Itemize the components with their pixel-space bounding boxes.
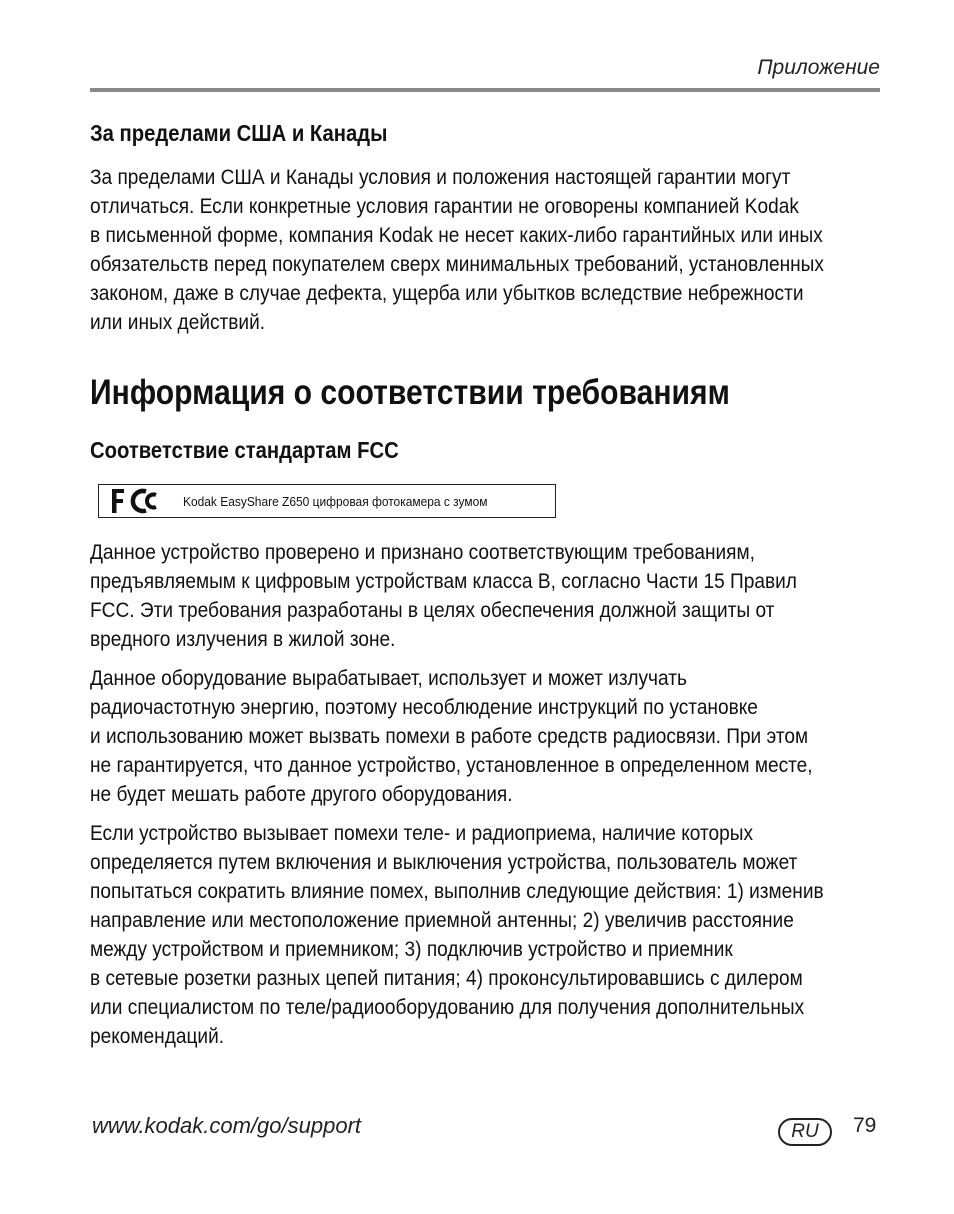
paragraph-fcc-interference-steps: Если устройство вызывает помехи теле- и радиоприема, наличие которых определяется путем включения и выключения устройства, пользователь может попытаться сократить влияние помех, выполнив следующие действия: 1) изменив направление или местоположение приемной антенны; 2) увеличив расстояние между устройством и приемником; 3) подключив устройство и приемник в сетевые розетки разных цепей питания; 4) проконсультировавшись с дилером или специалистом по теле/радиооборудованию для получения дополнительных рекомендаций. (90, 821, 824, 1048)
fcc-logo-icon (109, 486, 163, 516)
heading-fcc-compliance: Соответствие стандартам FCC (90, 437, 399, 463)
page-content (90, 118, 880, 1051)
running-header: Приложение (757, 56, 880, 79)
footer-support-url: www.kodak.com/go/support (92, 1113, 362, 1138)
paragraph-fcc-radio-energy: Данное оборудование вырабатывает, использует и может излучать радиочастотную энергию, поэтому несоблюдение инструкций по установке и использованию может вызвать помехи в работе средств радиосвязи. При этом не гарантируется, что данное устройство, установленное в определенном месте, не будет мешать работе другого оборудования. (90, 666, 813, 806)
paragraph-outside-us-canada: За пределами США и Канады условия и положения настоящей гарантии могут отличаться. Если конкретные условия гарантии не оговорены компанией Kodak в письменной форме, компания Kodak не несет каких-либо гарантийных или иных обязательств перед покупателем сверх минимальных требований, установленных законом, даже в случае дефекта, ущерба или убытков вследствие небрежности или иных действий. (90, 165, 824, 334)
header-divider (90, 88, 880, 92)
heading-outside-us-canada: За пределами США и Канады (90, 120, 388, 146)
fcc-label-box (98, 484, 556, 518)
fcc-device-label: Kodak EasyShare Z650 цифровая фотокамера с зумом (183, 493, 488, 509)
heading-compliance-info: Информация о соответствии требованиям (90, 373, 730, 412)
page-number: 79 (853, 1114, 877, 1137)
paragraph-fcc-class-b: Данное устройство проверено и признано соответствующим требованиям, предъявляемым к цифровым устройствам класса B, согласно Части 15 Правил FCC. Эти требования разработаны в целях обеспечения должной защиты от вредного излучения в жилой зоне. (90, 540, 797, 651)
language-badge: RU (778, 1118, 832, 1146)
